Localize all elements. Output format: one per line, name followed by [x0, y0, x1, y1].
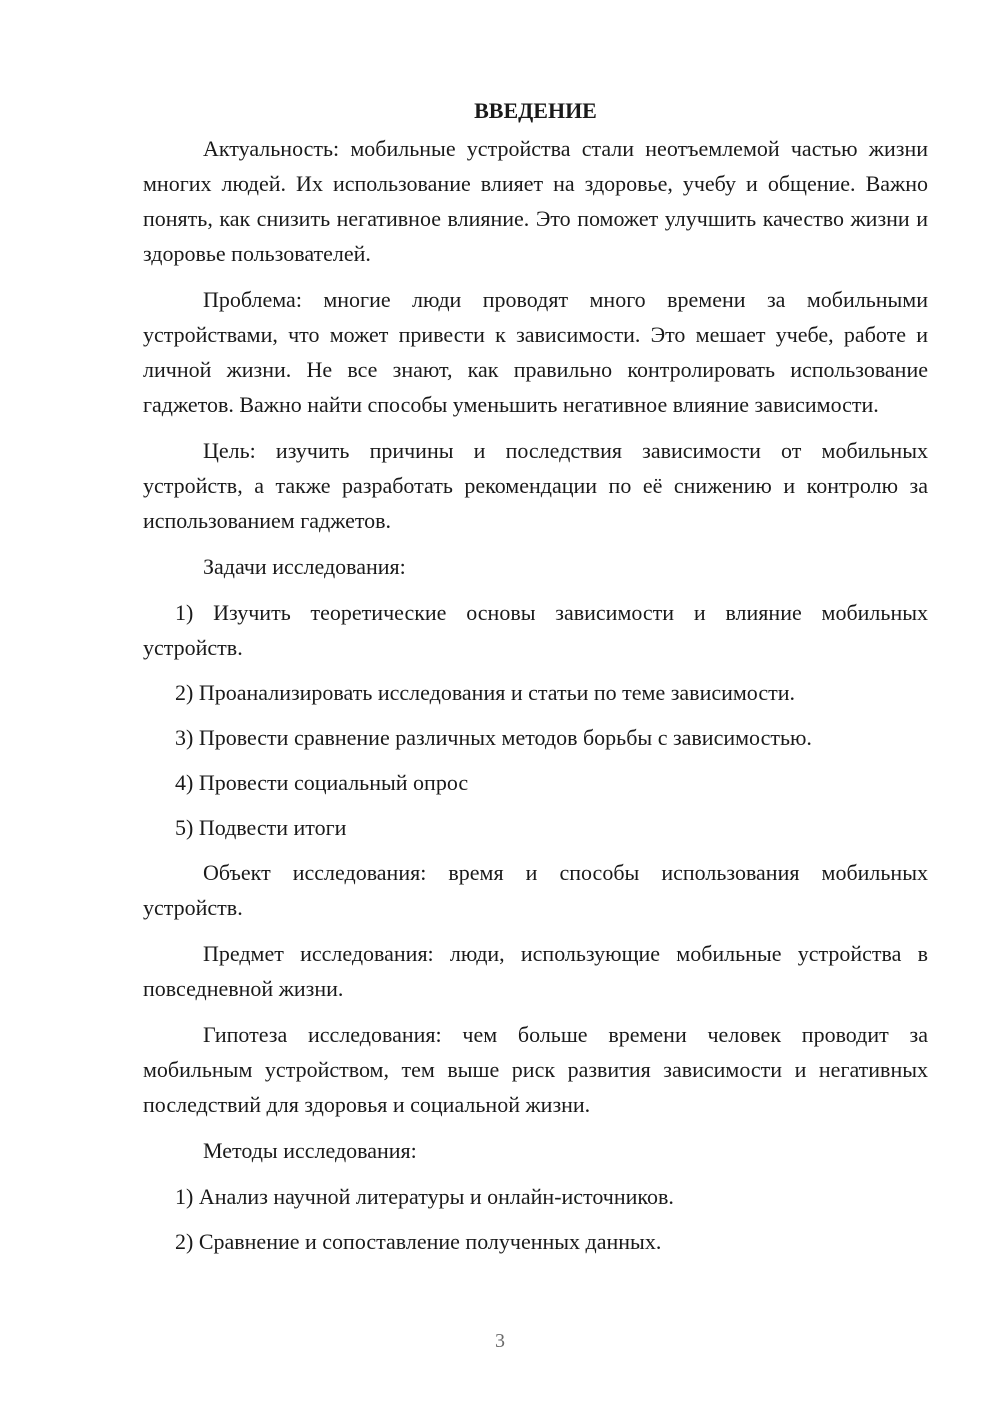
task-item-3: 3) Провести сравнение различных методов борьбы с зависимостью.	[175, 725, 812, 750]
task-item-2: 2) Проанализировать исследования и статьи по теме зависимости.	[175, 680, 795, 705]
method-item-1: 1) Анализ научной литературы и онлайн-источников.	[175, 1184, 674, 1209]
page-number: 3	[495, 1330, 505, 1352]
hypothesis-paragraph: Гипотеза исследования: чем больше времени человек проводит за мобильным устройством, тем выше риск развития зависимости и негативных последствий для здоровья и социальной жизни.	[143, 1022, 928, 1117]
relevance-paragraph: Актуальность: мобильные устройства стали неотъемлемой частью жизни многих людей. Их использование влияет на здоровье, учебу и общение. Важно понять, как снизить негативное влияние. Это поможет улучшить качество жизни и здоровье пользователей.	[143, 136, 928, 266]
goal-paragraph: Цель: изучить причины и последствия зависимости от мобильных устройств, а также разработать рекомендации по её снижению и контролю за использованием гаджетов.	[143, 438, 928, 533]
page-title: ВВЕДЕНИЕ	[474, 98, 597, 123]
methods-heading: Методы исследования:	[203, 1138, 417, 1163]
problem-paragraph: Проблема: многие люди проводят много времени за мобильными устройствами, что может привести к зависимости. Это мешает учебе, работе и личной жизни. Не все знают, как правильно контролировать использование гаджетов. Важно найти способы уменьшить негативное влияние зависимости.	[143, 287, 928, 417]
method-item-2: 2) Сравнение и сопоставление полученных данных.	[175, 1229, 662, 1254]
tasks-heading: Задачи исследования:	[203, 554, 406, 579]
task-item-1: 1) Изучить теоретические основы зависимости и влияние мобильных устройств.	[143, 600, 928, 660]
task-item-5: 5) Подвести итоги	[175, 815, 347, 840]
task-item-4: 4) Провести социальный опрос	[175, 770, 469, 795]
subject-paragraph: Предмет исследования: люди, использующие мобильные устройства в повседневной жизни.	[143, 941, 928, 1001]
object-paragraph: Объект исследования: время и способы использования мобильных устройств.	[143, 860, 928, 920]
document-page	[143, 96, 928, 1269]
